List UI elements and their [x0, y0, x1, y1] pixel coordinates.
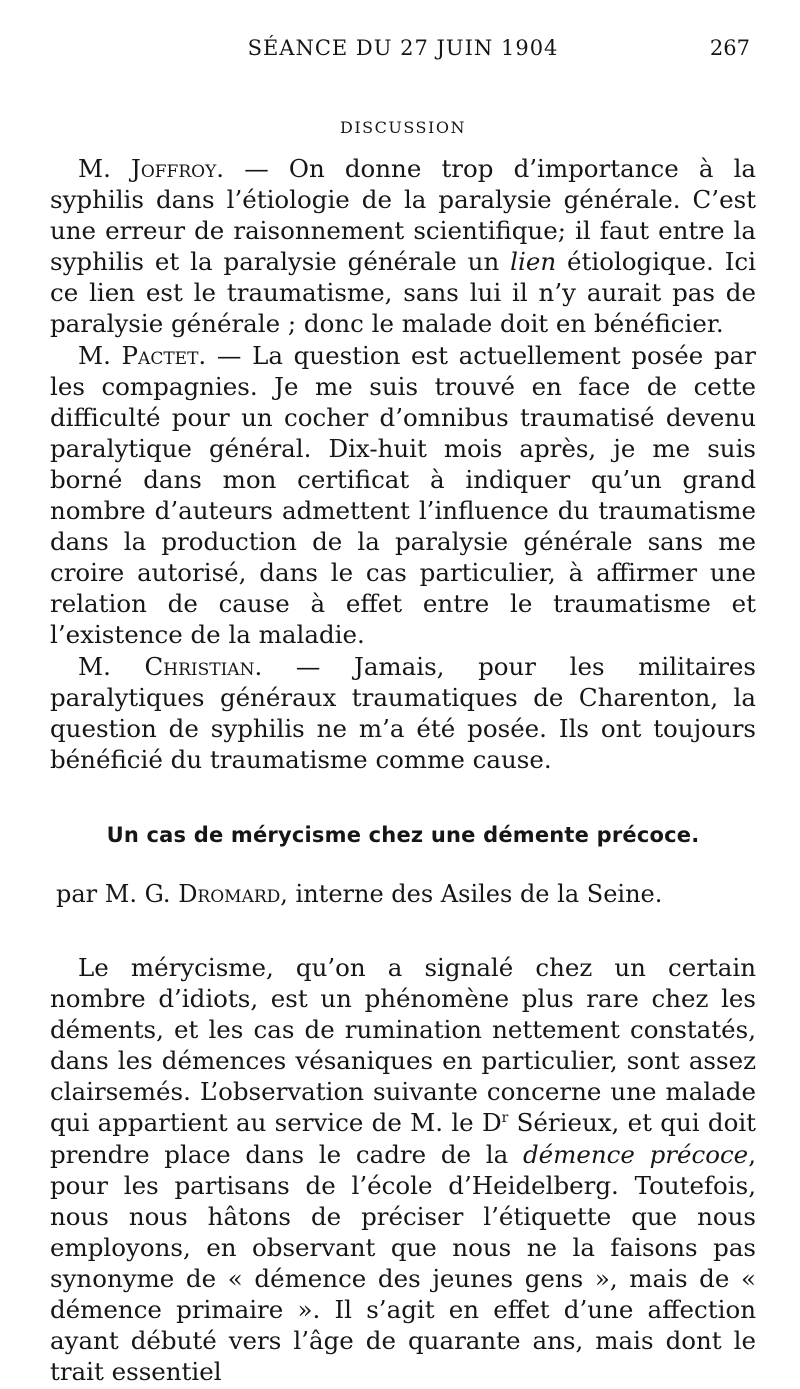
page-number: 267 [709, 36, 750, 60]
article-byline [50, 879, 756, 910]
article-body-paragraph [50, 952, 756, 1387]
byline-prefix: par M. G. [56, 879, 179, 908]
paragraph-text: Sérieux, et qui doit prendre place dans le cadre de la [50, 1108, 757, 1169]
discussion-paragraph-pactet [50, 340, 756, 651]
byline-suffix: , interne des Asiles de la Seine. [280, 879, 663, 908]
running-head-title: SÉANCE DU 27 JUIN 1904 [247, 36, 559, 60]
article-title: Un cas de mérycisme chez une démente précoce. [106, 822, 700, 847]
paragraph-text: — On donne trop d’importance à la syphilis dans l’étiologie de la paralysie générale. C’est une erreur de raisonnement scientifique; il faut entre la syphilis et la paralysie générale un [50, 154, 757, 277]
paragraph-text: — Jamais, pour les militaires paralytiques généraux traumatiques de Charenton, la question de syphilis ne m’a été posée. Ils ont toujours bénéficié du traumatisme comme cause. [50, 651, 756, 774]
emphasized-text: démence précoce [522, 1139, 749, 1169]
speaker-name: M. Christian. [78, 651, 263, 681]
emphasized-text: lien [510, 247, 557, 277]
speaker-name: M. Joffroy. [78, 154, 225, 183]
paragraph-text: , pour les partisans de l’école d’Heidelberg. Toutefois, nous nous hâtons de préciser l’étiquette que nous employons, en observant que nous ne la faisons pas synonyme de « démence des jeunes gens », mais de « démence primaire ». Il s’agit en effet d’une affection ayant débuté vers l’âge de quarante ans, mais dont le trait essentiel [50, 1139, 756, 1387]
discussion-paragraph-joffroy [50, 153, 756, 340]
paragraph-text: Le mérycisme, qu’on a signalé chez un certain nombre d’idiots, est un phénomène plus rare chez les déments, et les cas de rumination nettement constatés, dans les démences vésaniques en particulier, sont assez clairsemés. L’observation suivante concerne une malade qui appartient au service de M. le D [50, 952, 756, 1138]
running-head [50, 34, 756, 74]
paragraph-text: étiologique. Ici ce lien est le traumatisme, sans lui il n’y aurait pas de paralysie générale ; donc le malade doit en bénéficier. [50, 247, 756, 339]
speaker-name: M. Pactet. [78, 340, 207, 370]
discussion-paragraph-christian [50, 651, 756, 775]
section-heading-discussion: DISCUSSION [340, 118, 466, 137]
superscript-text: r [501, 1110, 509, 1127]
paragraph-text: — La question est actuellement posée par les compagnies. Je me suis trouvé en face de cette difficulté pour un cocher d’omnibus traumatisé devenu paralytique général. Dix-huit mois après, je me suis borné dans mon certificat à indiquer qu’un grand nombre d’auteurs admettent l’influence du traumatisme dans la production de la paralysie générale sans me croire autorisé, dans le cas particulier, à affirmer une relation de cause à effet entre le traumatisme et l’existence de la maladie. [50, 340, 756, 650]
byline-author: Dromard [178, 879, 281, 908]
